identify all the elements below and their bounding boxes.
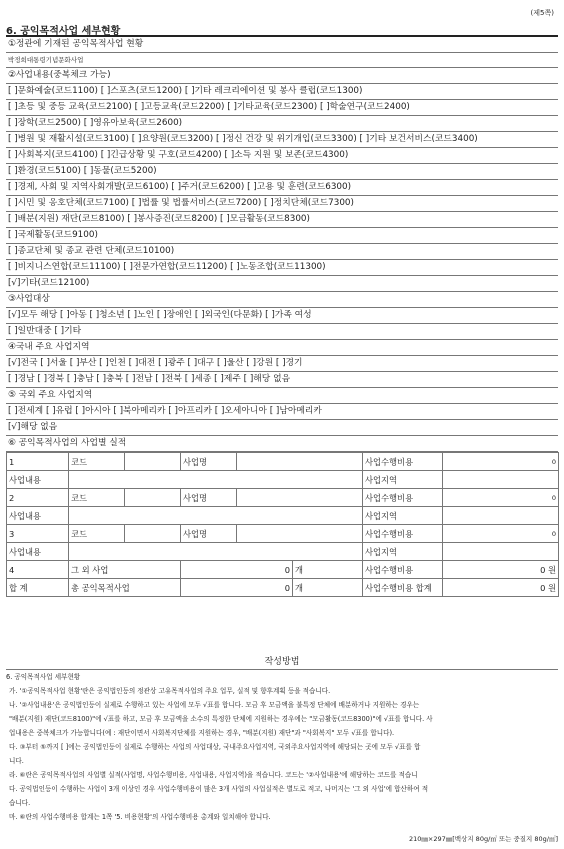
total-business-label: 총 공익목적사업 — [69, 579, 181, 597]
note-line: 습니다. — [9, 799, 31, 807]
business-row[interactable]: [ ]병원 및 재활시설(코드3100) [ ]요양원(코드3200) [ ]정신 건강 및 위기개입(코드3300) [ ]기타 보건서비스(코드3400) — [6, 132, 558, 148]
name-label: 사업명 — [181, 489, 237, 507]
region-label: 사업지역 — [363, 507, 443, 525]
method-title: 작성방법 — [6, 654, 558, 670]
content-label: 사업내용 — [7, 507, 69, 525]
row-number: 4 — [7, 561, 69, 579]
row-number: 3 — [7, 525, 69, 543]
region-field[interactable] — [443, 543, 559, 561]
note-line: 다. 공익법인등이 수행하는 사업이 3개 이상인 경우 사업수행비용이 많은 3개 사업의 사업실적은 별도로 적고, 나머지는 '그 외 사업'에 합산하여 적 — [9, 785, 429, 793]
content-field[interactable] — [69, 543, 363, 561]
section-6-title: ⑥ 공익목적사업의 사업별 실적 — [6, 436, 558, 452]
total-cost: 0 — [540, 582, 546, 593]
note-line: 라. ⑥란은 공익목적사업의 사업별 실적(사업명, 사업수행비용, 사업내용, 사업지역)을 적습니다. 코드는 '②사업내용'에 해당하는 코드를 적습니 — [9, 771, 418, 779]
performance-row — [7, 489, 559, 507]
total-label: 합 계 — [7, 579, 69, 597]
performance-row — [7, 453, 559, 471]
domestic-region-row[interactable]: [√]전국 [ ]서울 [ ]부산 [ ]인천 [ ]대전 [ ]광주 [ ]대구 [ ]울산 [ ]강원 [ ]경기 — [6, 356, 558, 372]
note-line: 6. 공익목적사업 세부현황 — [6, 673, 81, 681]
name-label: 사업명 — [181, 453, 237, 471]
performance-row — [7, 543, 559, 561]
note-line: 가. '①공익목적사업 현황'란은 공익법인등의 정관상 고유목적사업의 주요 업무, 실적 및 향후계획 등을 적습니다. — [9, 687, 331, 695]
name-field[interactable] — [237, 489, 363, 507]
total-row — [7, 579, 559, 597]
note-line: 다. ③부터 ⑤까지 [ ]에는 공익법인등이 실제로 수행하는 사업의 사업대상, 국내주요사업지역, 국외주요사업지역에 해당되는 곳에 모두 √표를 합 — [9, 743, 421, 751]
cost-label: 사업수행비용 — [363, 489, 443, 507]
section-5-title: ⑤ 국외 주요 사업지역 — [6, 388, 558, 404]
total-cost-label: 사업수행비용 합계 — [363, 579, 443, 597]
section-3-title: ③사업대상 — [6, 292, 558, 308]
content-field[interactable] — [69, 507, 363, 525]
total-cost-cell[interactable] — [443, 579, 559, 597]
other-count[interactable]: 0 — [181, 561, 293, 579]
business-row[interactable]: [ ]종교단체 및 종교 관련 단체(코드10100) — [6, 244, 558, 260]
business-row[interactable]: [ ]비지니스연합(코드11100) [ ]전문가연합(코드11200) [ ]노동조합(코드11300) — [6, 260, 558, 276]
cost-field[interactable]: 0 — [443, 525, 559, 543]
content-label: 사업내용 — [7, 471, 69, 489]
name-label: 사업명 — [181, 525, 237, 543]
target-row[interactable]: [√]모두 해당 [ ]아동 [ ]청소년 [ ]노인 [ ]장애인 [ ]외국인(다문화) [ ]가족 여성 — [6, 308, 558, 324]
business-row[interactable]: [√]기타(코드12100) — [6, 276, 558, 292]
business-row[interactable]: [ ]사회복지(코드4100) [ ]긴급상황 및 구호(코드4200) [ ]소득 지원 및 보존(코드4300) — [6, 148, 558, 164]
overseas-region-row[interactable]: [√]해당 없음 — [6, 420, 558, 436]
region-field[interactable] — [443, 471, 559, 489]
code-field[interactable] — [125, 489, 181, 507]
domestic-region-row[interactable]: [ ]경남 [ ]경북 [ ]충남 [ ]충북 [ ]전남 [ ]전북 [ ]세종 [ ]제주 [ ]해당 없음 — [6, 372, 558, 388]
business-row[interactable]: [ ]배분(지원) 재단(코드8100) [ ]봉사증진(코드8200) [ ]모금활동(코드8300) — [6, 212, 558, 228]
performance-row — [7, 525, 559, 543]
name-field[interactable] — [237, 453, 363, 471]
business-row[interactable]: [ ]환경(코드5100) [ ]동물(코드5200) — [6, 164, 558, 180]
performance-row — [7, 507, 559, 525]
other-business-row — [7, 561, 559, 579]
note-line: 나. '②사업내용'은 공익법인등이 실제로 수행하고 있는 사업에 모두 √표를 합니다. 모금 후 모금액을 불특정 단체에 배분하거나 지원하는 경우는 — [9, 701, 420, 709]
section-1-value: 박정희대통령기념문화사업 — [6, 53, 558, 68]
count-unit: 개 — [293, 561, 363, 579]
region-label: 사업지역 — [363, 471, 443, 489]
form-body — [6, 35, 558, 597]
other-cost: 0 — [540, 564, 546, 575]
cost-label: 사업수행비용 — [363, 453, 443, 471]
section-2-title: ②사업내용(중복체크 가능) — [6, 68, 558, 84]
section-1-title: ①정관에 기재된 공익목적사업 현황 — [6, 37, 558, 53]
region-field[interactable] — [443, 507, 559, 525]
won-unit: 원 — [547, 564, 556, 575]
business-row[interactable]: [ ]문화예술(코드1100) [ ]스포츠(코드1200) [ ]기타 레크리에이션 및 봉사 클럽(코드1300) — [6, 84, 558, 100]
content-label: 사업내용 — [7, 543, 69, 561]
section-4-title: ④국내 주요 사업지역 — [6, 340, 558, 356]
cost-field[interactable]: 0 — [443, 453, 559, 471]
target-row[interactable]: [ ]일반대중 [ ]기타 — [6, 324, 558, 340]
business-row[interactable]: [ ]장학(코드2500) [ ]영유아보육(코드2600) — [6, 116, 558, 132]
code-label: 코드 — [69, 453, 125, 471]
note-line: 마. ⑥란의 사업수행비용 합계는 1쪽 '5. 비용현황'의 사업수행비용 총계와 일치해야 합니다. — [9, 813, 271, 821]
form-number: (제5쪽) — [530, 9, 554, 17]
region-label: 사업지역 — [363, 543, 443, 561]
code-label: 코드 — [69, 525, 125, 543]
performance-row — [7, 471, 559, 489]
performance-table — [6, 452, 559, 597]
code-label: 코드 — [69, 489, 125, 507]
note-line: "배분(지원) 재단(코드8100)"에 √표를 하고, 모금 후 모금액을 소수의 특정한 단체에 지원하는 경우에는 "모금활동(코드8300)"에 √표를 합니다. 사 — [9, 715, 433, 723]
note-line: 니다. — [9, 757, 24, 765]
total-count[interactable]: 0 — [181, 579, 293, 597]
overseas-region-row[interactable]: [ ]전세계 [ ]유럽 [ ]아시아 [ ]북아메리카 [ ]아프리카 [ ]오세아니아 [ ]남아메리카 — [6, 404, 558, 420]
name-field[interactable] — [237, 525, 363, 543]
cost-label: 사업수행비용 — [363, 561, 443, 579]
code-field[interactable] — [125, 525, 181, 543]
cost-label: 사업수행비용 — [363, 525, 443, 543]
page-title: 6. 공익목적사업 세부현황 — [6, 26, 121, 37]
business-row[interactable]: [ ]초등 및 중등 교육(코드2100) [ ]고등교육(코드2200) [ ]기타교육(코드2300) [ ]학술연구(코드2400) — [6, 100, 558, 116]
paper-spec: 210㎜×297㎜[백상지 80g/㎡ 또는 중질지 80g/㎡] — [408, 835, 558, 843]
cost-field[interactable]: 0 — [443, 489, 559, 507]
instructions — [6, 670, 558, 824]
business-row[interactable]: [ ]시민 및 옹호단체(코드7100) [ ]법률 및 법률서비스(코드7200) [ ]정치단체(코드7300) — [6, 196, 558, 212]
other-cost-cell[interactable] — [443, 561, 559, 579]
other-label: 그 외 사업 — [69, 561, 181, 579]
business-row[interactable]: [ ]경제, 사회 및 지역사회개발(코드6100) [ ]주거(코드6200) [ ]고용 및 훈련(코드6300) — [6, 180, 558, 196]
business-row[interactable]: [ ]국제활동(코드9100) — [6, 228, 558, 244]
code-field[interactable] — [125, 453, 181, 471]
note-line: 업내용은 중복체크가 가능합니다(예 : 재단이면서 사회복지단체를 지원하는 경우, "배분(지원) 재단"과 "사회복지" 모두 √표를 합니다). — [9, 729, 395, 737]
count-unit: 개 — [293, 579, 363, 597]
content-field[interactable] — [69, 471, 363, 489]
row-number: 1 — [7, 453, 69, 471]
row-number: 2 — [7, 489, 69, 507]
won-unit: 원 — [547, 582, 556, 593]
